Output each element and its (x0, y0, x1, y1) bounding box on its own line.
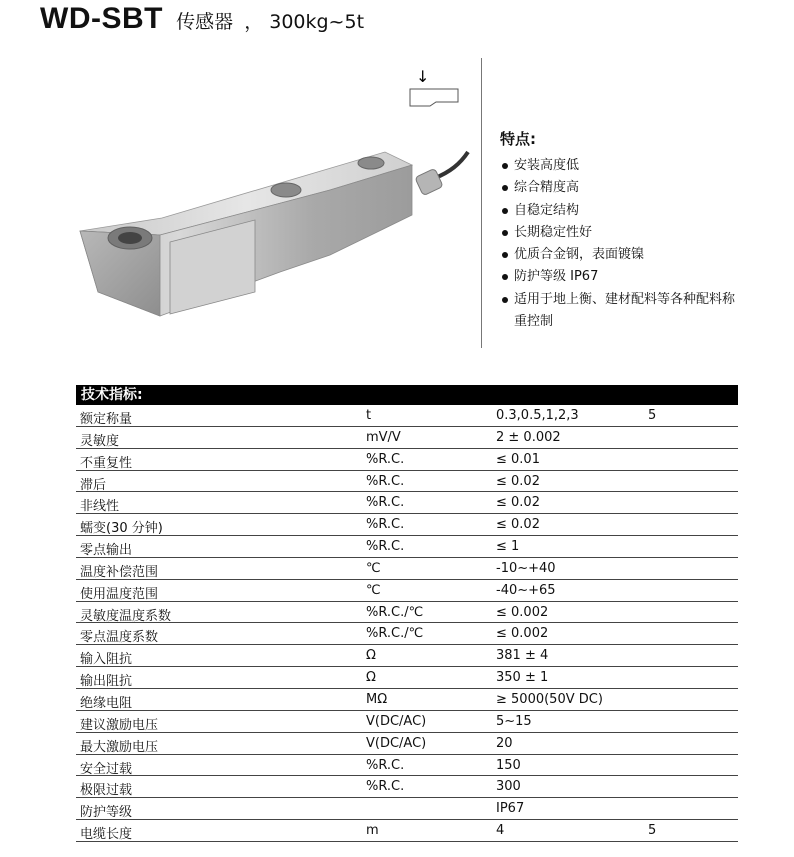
spec-unit: %R.C. (366, 495, 405, 511)
spec-name: 蠕变(30 分钟) (80, 521, 163, 537)
load-arrow-icon: ↓ (416, 67, 430, 86)
spec-value: ≤ 0.02 (496, 495, 540, 511)
features-panel (500, 128, 770, 333)
spec-value: 5~15 (496, 713, 532, 729)
spec-value: ≤ 0.02 (496, 473, 540, 489)
features-list (500, 155, 770, 333)
spec-value: 381 ± 4 (496, 648, 549, 664)
spec-unit: %R.C./℃ (366, 604, 424, 620)
table-row (76, 820, 738, 842)
load-cell-image (60, 60, 480, 350)
feature-item: 优质合金钢，表面镀镍 (500, 244, 770, 266)
feature-item: 综合精度高 (500, 177, 770, 199)
specs-heading: 技术指标: (76, 385, 738, 405)
table-row (76, 623, 738, 645)
table-row (76, 602, 738, 624)
spec-unit: m (366, 823, 379, 839)
spec-value-alt: 5 (648, 823, 657, 839)
table-row (76, 405, 738, 427)
spec-unit: %R.C. (366, 451, 405, 467)
spec-unit: Ω (366, 648, 376, 664)
bolt-hole (358, 157, 384, 169)
spec-value: 300 (496, 779, 521, 795)
spec-unit: %R.C./℃ (366, 626, 424, 642)
spec-unit: mV/V (366, 429, 401, 445)
feature-item: 适用于地上衡、建材配料等各种配料称 (500, 289, 770, 311)
profile-shape (410, 89, 458, 106)
spec-name: 安全过载 (80, 761, 133, 777)
spec-name: 滞后 (80, 477, 107, 493)
spec-name: 灵敏度温度系数 (80, 608, 172, 624)
spec-unit: V(DC/AC) (366, 713, 427, 729)
title-model: WD-SBT (40, 2, 163, 35)
spec-value: ≤ 0.02 (496, 517, 540, 533)
spec-name: 防护等级 (80, 805, 133, 821)
table-row (76, 755, 738, 777)
feature-item: 长期稳定性好 (500, 222, 770, 244)
profile-diagram (410, 67, 458, 106)
spec-name: 额定称量 (80, 412, 133, 427)
spec-unit: ℃ (366, 582, 381, 598)
cable (435, 152, 468, 178)
spec-name: 输出阻抗 (80, 674, 133, 690)
spec-value: 150 (496, 757, 521, 773)
table-row (76, 427, 738, 449)
table-row (76, 580, 738, 602)
spec-name: 温度补偿范围 (80, 564, 159, 580)
spec-name: 灵敏度 (80, 433, 120, 449)
cable-gland (415, 168, 443, 195)
table-row (76, 536, 738, 558)
spec-unit: %R.C. (366, 539, 405, 555)
feature-item: 安装高度低 (500, 155, 770, 177)
spec-unit: %R.C. (366, 473, 405, 489)
spec-name: 绝缘电阻 (80, 695, 133, 711)
spec-name: 零点温度系数 (80, 630, 159, 646)
table-row (76, 449, 738, 471)
spec-name: 零点输出 (80, 543, 133, 559)
spec-value: 2 ± 0.002 (496, 429, 561, 445)
title-range: ， 300kg~5t (244, 11, 365, 33)
table-row (76, 689, 738, 711)
spec-name: 输入阻抗 (80, 652, 133, 668)
spec-unit: MΩ (366, 691, 388, 707)
spec-value: -40~+65 (496, 582, 556, 598)
spec-value: ≥ 5000(50V DC) (496, 691, 603, 707)
spec-value: 350 ± 1 (496, 670, 549, 686)
spec-value: IP67 (496, 801, 525, 817)
mount-hole-inner (118, 232, 142, 244)
table-row (76, 514, 738, 536)
features-heading: 特点: (500, 130, 536, 148)
spec-name: 极限过载 (80, 783, 133, 799)
spec-unit: %R.C. (366, 517, 405, 533)
table-row (76, 645, 738, 667)
table-row (76, 471, 738, 493)
page-title (40, 2, 364, 36)
title-subtitle: 传感器 (176, 11, 234, 33)
spec-value-alt: 5 (648, 408, 657, 423)
table-row (76, 667, 738, 689)
spec-unit: ℃ (366, 560, 381, 576)
feature-item: 防护等级 IP67 (500, 266, 770, 288)
spec-unit: V(DC/AC) (366, 735, 427, 751)
spec-name: 电缆长度 (80, 827, 133, 843)
bolt-hole (271, 183, 301, 197)
spec-name: 不重复性 (80, 455, 133, 471)
table-row (76, 733, 738, 755)
spec-value: ≤ 0.002 (496, 604, 549, 620)
specs-table (76, 385, 738, 842)
table-row (76, 492, 738, 514)
spec-value: 4 (496, 823, 505, 839)
feature-item-continuation: 重控制 (514, 314, 554, 330)
spec-name: 非线性 (80, 499, 120, 515)
spec-name: 使用温度范围 (80, 586, 159, 602)
product-illustration (60, 60, 480, 350)
spec-value: ≤ 0.002 (496, 626, 549, 642)
spec-value: ≤ 1 (496, 539, 520, 555)
table-row (76, 558, 738, 580)
specs-rows (76, 405, 738, 842)
divider (481, 58, 482, 348)
spec-value: -10~+40 (496, 560, 556, 576)
spec-value: 0.3,0.5,1,2,3 (496, 408, 579, 423)
spec-unit: Ω (366, 670, 376, 686)
spec-unit: %R.C. (366, 757, 405, 773)
table-row (76, 776, 738, 798)
spec-name: 最大激励电压 (80, 739, 159, 755)
spec-unit: t (366, 408, 372, 423)
spec-value: ≤ 0.01 (496, 451, 540, 467)
table-row (76, 711, 738, 733)
spec-name: 建议激励电压 (80, 717, 159, 733)
spec-value: 20 (496, 735, 513, 751)
feature-item: 自稳定结构 (500, 200, 770, 222)
spec-unit: %R.C. (366, 779, 405, 795)
table-row (76, 798, 738, 820)
